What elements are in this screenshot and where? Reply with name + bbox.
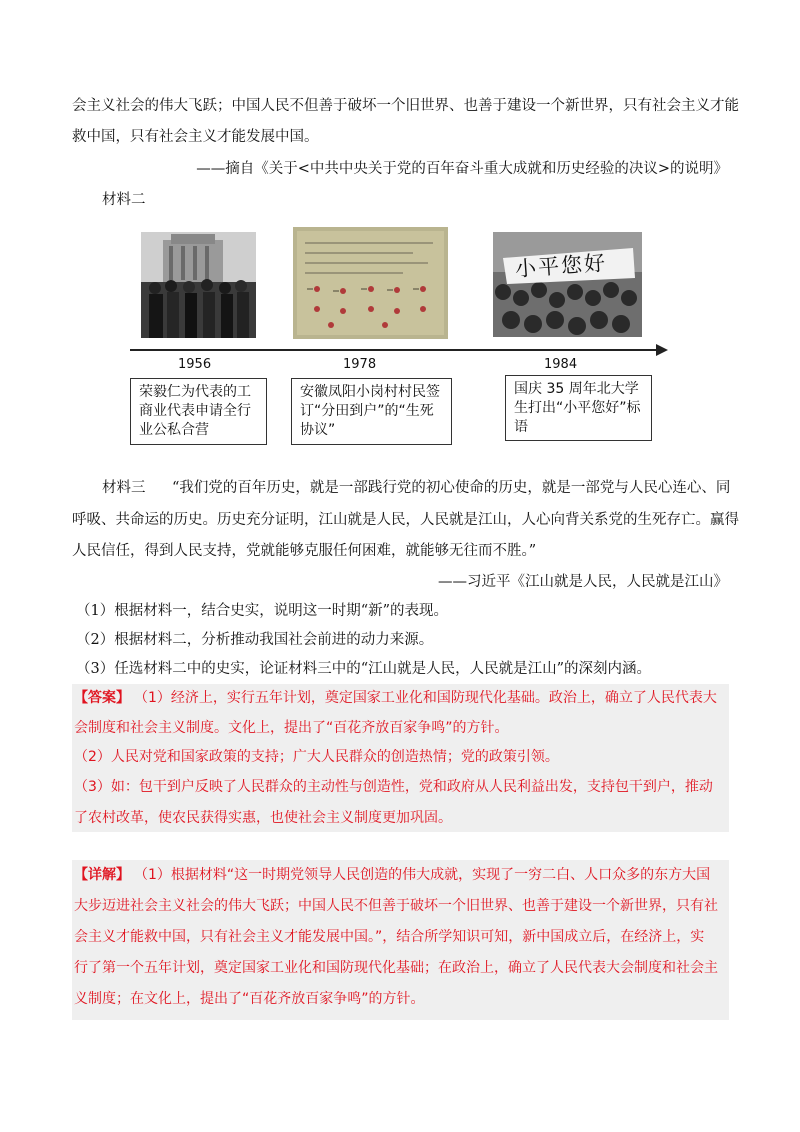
parade-banner-photo — [493, 232, 642, 337]
detail-line-5: 义制度；在文化上，提出了“百花齐放百家争鸣”的方针。 — [74, 991, 425, 1007]
question-2: （2）根据材料二，分析推动我国社会前进的动力来源。 — [76, 632, 434, 648]
intro-source: ——摘自《关于<中共中央关于党的百年奋斗重大成就和历史经验的决议>的说明》 — [196, 161, 728, 177]
material3-line-3: 人民信任，得到人民支持，党就能够克服任何困难，就能够无往而不胜。” — [72, 543, 537, 559]
answer-line-4: （3）如：包干到户反映了人民群众的主动性与创造性，党和政府从人民利益出发，支持包干到户，推动 — [74, 779, 713, 795]
answer-line-1: （1）经济上，实行五年计划，奠定国家工业化和国防现代化基础。政治上，确立了人民代表大 — [134, 690, 717, 706]
detail-line-4: 行了第一个五年计划，奠定国家工业化和国防现代化基础；在政治上，确立了人民代表大会制度和社会主 — [74, 960, 718, 976]
detail-tag: 【详解】 — [74, 867, 130, 883]
intro-line-1: 会主义社会的伟大飞跃；中国人民不但善于破坏一个旧世界、也善于建设一个新世界，只有社会主义才能 — [72, 98, 739, 114]
material2-label: 材料二 — [102, 192, 146, 208]
material3-source: ——习近平《江山就是人民，人民就是江山》 — [438, 574, 728, 590]
answer-tag: 【答案】 — [74, 690, 130, 706]
detail-line-2: 大步迈进社会主义社会的伟大飞跃；中国人民不但善于破坏一个旧世界、也善于建设一个新世界，只有社 — [74, 898, 718, 914]
year-label-1956: 1956 — [178, 357, 212, 372]
detail-line-3: 会主义才能救中国，只有社会主义才能发展中国。”，结合所学知识可知，新中国成立后，在经济上，实 — [74, 929, 705, 945]
caption-box-1978: 安徽凤阳小岗村村民签订“分田到户”的“生死协议” — [291, 378, 452, 445]
contract-document-photo — [293, 227, 448, 339]
material3-label: 材料三 — [102, 480, 146, 496]
year-label-1984: 1984 — [544, 357, 578, 372]
year-label-1978: 1978 — [343, 357, 377, 372]
intro-line-2: 救中国，只有社会主义才能发展中国。 — [72, 129, 319, 145]
banner-text: 小平您好 — [514, 250, 608, 282]
material3-line-1: “我们党的百年历史，就是一部践行党的初心使命的历史，就是一部党与人民心连心、同 — [172, 480, 731, 496]
building-crowd-photo — [141, 232, 256, 338]
detail-line-1: （1）根据材料“这一时期党领导人民创造的伟大成就，实现了一穷二白、人口众多的东方大国 — [134, 867, 711, 883]
question-1: （1）根据材料一，结合史实，说明这一时期“新”的表现。 — [76, 603, 449, 619]
question-3: （3）任选材料二中的史实，论证材料三中的“江山就是人民，人民就是江山”的深刻内涵。 — [76, 661, 652, 677]
timeline-axis — [130, 349, 660, 351]
caption-box-1984: 国庆 35 周年北大学生打出“小平您好”标语 — [505, 375, 652, 441]
timeline-arrow-icon — [656, 344, 668, 356]
caption-box-1956: 荣毅仁为代表的工商业代表申请全行业公私合营 — [130, 378, 267, 445]
answer-line-5: 了农村改革，使农民获得实惠，也使社会主义制度更加巩固。 — [74, 810, 452, 826]
material3-line-2: 呼吸、共命运的历史。历史充分证明，江山就是人民，人民就是江山，人心向背关系党的生死存亡。赢得 — [72, 512, 739, 528]
answer-line-3: （2）人民对党和国家政策的支持；广大人民群众的创造热情；党的政策引领。 — [74, 749, 559, 765]
answer-line-2: 会制度和社会主义制度。文化上，提出了“百花齐放百家争鸣”的方针。 — [74, 720, 509, 736]
